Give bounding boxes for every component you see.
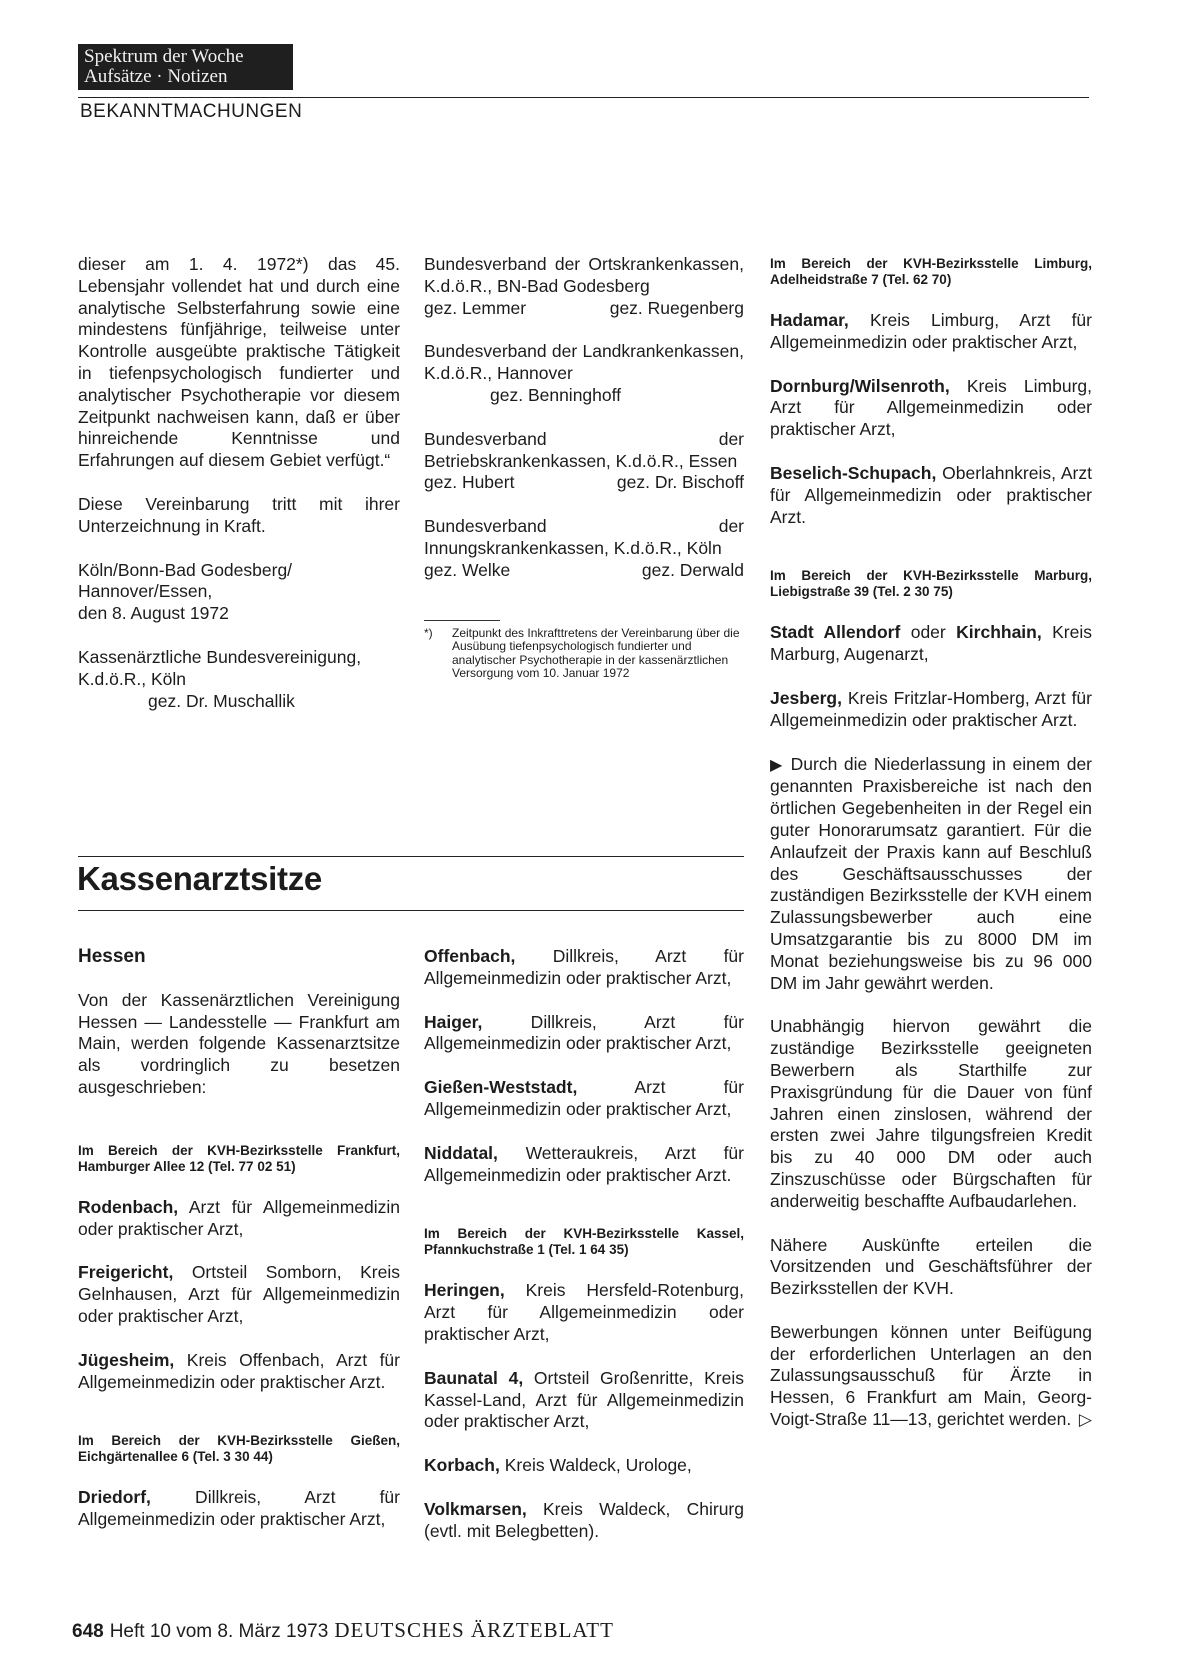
listing-beselich: Beselich-Schupach, Oberlahnkreis, Arzt für Allgemeinmedizin oder praktischer Arzt. [770, 462, 1092, 527]
listing-jesberg: Jesberg, Kreis Fritzlar-Homberg, Arzt für Allgemeinmedizin oder praktischer Arzt. [770, 687, 1092, 730]
column-3 [770, 256, 1092, 1453]
paragraph-niederlassung: ▶ Durch die Niederlassung in einem der genannten Praxisbereiche ist nach den örtlichen Gegebenheiten in der Regel ein guter Honorarumsatz garantiert. Für die Anlaufzeit der Praxis kann auf Beschluß des Geschäftsausschusses der zuständigen Bezirksstelle der KVH einem Zulassungsbewerber auch eine Umsatzgarantie bis zu 8000 DM im Monat beziehungsweise bis zu 96 000 DM im Jahr gewährt werden. [770, 753, 1092, 993]
signature-line: gez. Hubert gez. Dr. Bischoff [424, 472, 744, 493]
listing-stadt-allendorf: Stadt Allendorf oder Kirchhain, Kreis Marburg, Augenarzt, [770, 622, 1093, 665]
section-tag-line1: Spektrum der Woche [84, 46, 244, 67]
listing-heringen: Heringen, Kreis Hersfeld-Rotenburg, Arzt für Allgemeinmedizin oder praktischer Arzt, [424, 1280, 744, 1344]
district-heading-limburg: Im Bereich der KVH-Bezirksstelle Limburg, Adelheidstraße 7 (Tel. 62 70) [770, 256, 1092, 287]
listing-hadamar: Hadamar, Kreis Limburg, Arzt für Allgemeinmedizin oder praktischer Arzt, [770, 310, 1092, 352]
signature-kbv: Kassenärztliche Bundesvereinigung, K.d.ö.R., Köln gez. Dr. Muschallik [78, 646, 362, 711]
listing-freigericht: Freigericht, Ortsteil Somborn, Kreis Gelnhausen, Arzt für Allgemeinmedizin oder praktischer Arzt, [78, 1262, 400, 1326]
paragraph-bewerbungen: Bewerbungen können unter Beifügung der erforderlichen Unterlagen an den Zulassungsausschuß für Ärzte in Hessen, 6 Frankfurt am Main, Georg-Voigt-Straße 11—13, gerichtet werden. ▷ [770, 1321, 1092, 1430]
article-title: Kassenarztsitze [77, 860, 322, 897]
paragraph: dieser am 1. 4. 1972*) das 45. Lebensjahr vollendet hat und durch eine analytische Selbsterfahrung sowie eine mindestens fünfjährige, teilweise unter Kontrolle ausgeübte praktische Tätigkeit in tiefenpsychologisch fundierter und analytischer Psychotherapie vor diesem Zeitpunkt nachweisen kann, daß er über hinreichende Kenntnisse und Erfahrungen auf diesem Gebiet verfügt.“ [78, 254, 400, 471]
signatory-org: Bundesverband der Innungskrankenkassen, K.d.ö.R., Köln [424, 516, 744, 558]
page-footer [72, 1618, 614, 1643]
listing-niddatal: Niddatal, Wetteraukreis, Arzt für Allgemeinmedizin oder praktischer Arzt. [424, 1142, 744, 1185]
district-heading-giessen: Im Bereich der KVH-Bezirksstelle Gießen, Eichgärtenallee 6 (Tel. 3 30 44) [78, 1433, 400, 1465]
intro-paragraph: Von der Kassenärztlichen Vereinigung Hessen — Landesstelle — Frankfurt am Main, werden folgende Kassenarztsitze als vordringlich zu besetzen ausgeschrieben: [78, 989, 400, 1097]
footnote-rule [424, 620, 500, 621]
column-1-top [78, 254, 400, 734]
listing-rodenbach: Rodenbach, Arzt für Allgemeinmedizin oder praktischer Arzt, [78, 1196, 400, 1239]
listing-volkmarsen: Volkmarsen, Kreis Waldeck, Chirurg (evtl. mit Belegbetten). [424, 1498, 744, 1541]
title-rule-top [78, 856, 744, 857]
listing-offenbach: Offenbach, Dillkreis, Arzt für Allgemeinmedizin oder praktischer Arzt, [424, 946, 744, 988]
signatory-org: Bundesverband der Ortskrankenkassen, K.d.ö.R., BN-Bad Godesberg [424, 254, 744, 296]
page-number: 648 [72, 1621, 104, 1642]
column-1-bottom [78, 946, 400, 1553]
signature-line: gez. Lemmer gez. Ruegenberg [424, 297, 744, 318]
section-tag-line2: Aufsätze · Notizen [84, 66, 228, 87]
section-label: BEKANNTMACHUNGEN [80, 101, 303, 122]
issue-info: Heft 10 vom 8. März 1973 [109, 1621, 329, 1642]
listing-korbach: Korbach, Kreis Waldeck, Urologe, [424, 1455, 692, 1476]
paragraph-auskuenfte: Nähere Auskünfte erteilen die Vorsitzenden und Geschäftsführer der Bezirksstellen der KVH. [770, 1234, 1092, 1299]
column-2-bottom [424, 946, 744, 1565]
signatory-org: Bundesverband der Betriebskrankenkassen, K.d.ö.R., Essen [424, 428, 744, 471]
listing-baunatal: Baunatal 4, Ortsteil Großenritte, Kreis Kassel-Land, Arzt für Allgemeinmedizin oder praktischer Arzt, [424, 1367, 744, 1432]
place-date: Köln/Bonn-Bad Godesberg/ Hannover/Essen, den 8. August 1972 [78, 559, 293, 624]
section-tag [78, 44, 293, 90]
signature-line: gez. Welke gez. Derwald [424, 559, 744, 580]
district-heading-kassel: Im Bereich der KVH-Bezirksstelle Kassel, Pfannkuchstraße 1 (Tel. 1 64 35) [424, 1226, 744, 1258]
paragraph-unabhaengig: Unabhängig hiervon gewährt die zuständige Bezirksstelle geeigneten Bewerbern als Starthilfe zur Praxisgründung für die Dauer von fünf Jahren einen zinslosen, während der ersten zwei Jahre tilgungsfreien Kredit bis zu 40 000 DM oder auch Zinszuschüsse oder Bürgschaften für anderweitig beschaffte Aufbaudarlehen. [770, 1016, 1092, 1211]
listing-haiger: Haiger, Dillkreis, Arzt für Allgemeinmedizin oder praktischer Arzt, [424, 1011, 744, 1054]
footnote: *) Zeitpunkt des Inkrafttretens der Vereinbarung über die Ausübung tiefenpsychologisch fundierter und analytischer Psychotherapie in der kassenärztlichen Versorgung vom 10. Januar 1972 [424, 625, 740, 681]
signatory-org: Bundesverband der Landkrankenkassen, K.d.ö.R., Hannover [424, 341, 744, 384]
title-rule-bottom [78, 910, 744, 911]
district-heading-marburg: Im Bereich der KVH-Bezirksstelle Marburg, Liebigstraße 39 (Tel. 2 30 75) [770, 568, 1092, 600]
region-heading: Hessen [78, 946, 146, 967]
listing-dornburg: Dornburg/Wilsenroth, Kreis Limburg, Arzt für Allgemeinmedizin oder praktischer Arzt, [770, 375, 1092, 440]
triangle-icon: ▶ [770, 756, 785, 774]
paragraph: Diese Vereinbarung tritt mit ihrer Unterzeichnung in Kraft. [78, 493, 400, 536]
listing-juegesheim: Jügesheim, Kreis Offenbach, Arzt für Allgemeinmedizin oder praktischer Arzt. [78, 1349, 400, 1392]
publication-name: DEUTSCHES ÄRZTEBLATT [334, 1618, 614, 1642]
district-heading-frankfurt: Im Bereich der KVH-Bezirksstelle Frankfurt, Hamburger Allee 12 (Tel. 77 02 51) [78, 1142, 400, 1174]
column-2-top [424, 254, 744, 681]
listing-driedorf: Driedorf, Dillkreis, Arzt für Allgemeinmedizin oder praktischer Arzt, [78, 1487, 400, 1530]
header-rule [78, 97, 1089, 98]
listing-giessen-weststadt: Gießen-Weststadt, Arzt für Allgemeinmedizin oder praktischer Arzt, [424, 1077, 744, 1119]
signature-line: gez. Benninghoff [490, 384, 622, 405]
continued-triangle-icon: ▷ [1078, 1410, 1092, 1430]
